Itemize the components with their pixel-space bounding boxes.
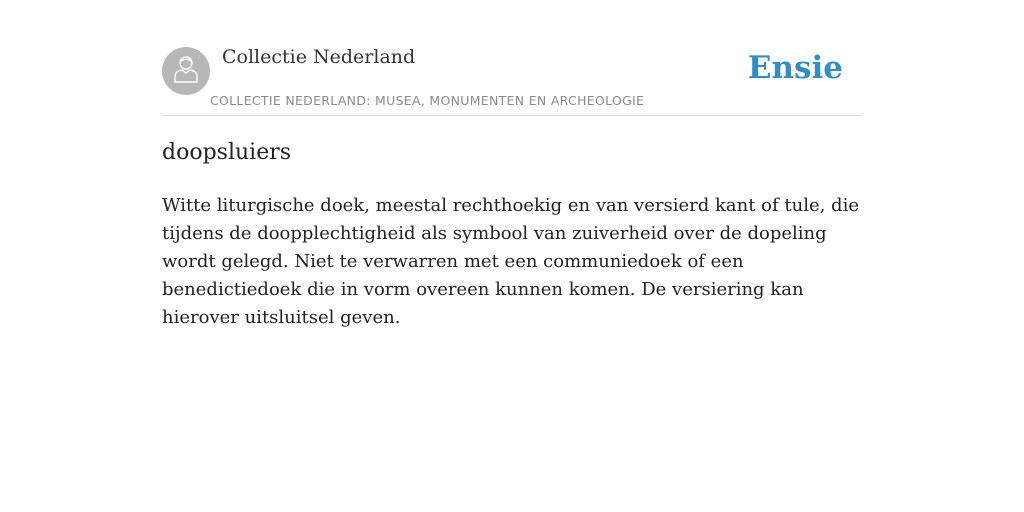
entry-term: doopsluiers [162,140,292,165]
entry-definition: Witte liturgische doek, meestal rechthoekig en van versierd kant of tule, die tijdens de doopplechtigheid als symbool van zuiverheid over de dopeling wordt gelegd. Niet te verwarren met een communiedoek of een benedictiedoek die in vorm overeen kunnen komen. De versiering kan hierover uitsluitsel geven. [162,195,859,328]
source-label: COLLECTIE NEDERLAND: MUSEA, MONUMENTEN EN ARCHEOLOGIE [210,93,645,108]
entry-header [162,40,862,116]
author-name-link[interactable]: Collectie Nederland [222,46,416,68]
ensie-logo[interactable]: Ensie [747,50,843,86]
user-icon [172,54,200,89]
author-avatar[interactable] [162,47,210,95]
